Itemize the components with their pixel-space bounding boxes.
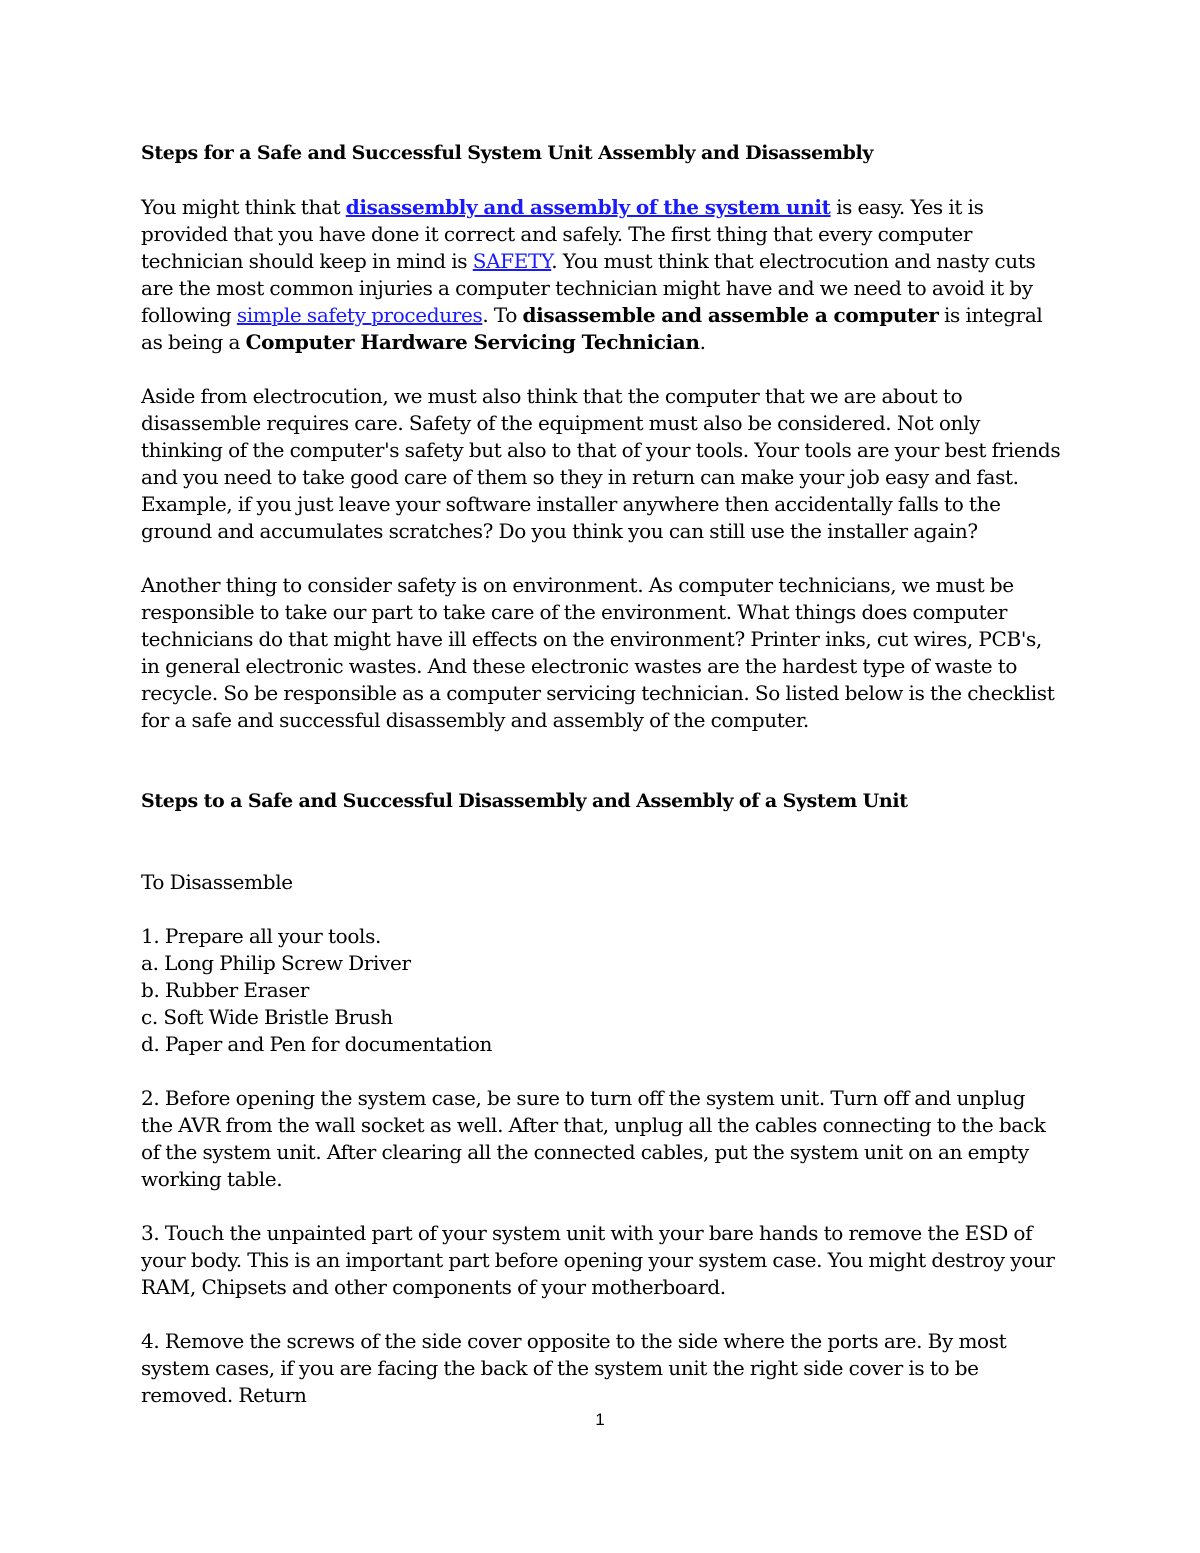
- step-4: 4. Remove the screws of the side cover opposite to the side where the ports are. By most system cases, if you are facing the back of the system unit the right side cover is to be removed. Return: [141, 1329, 1007, 1407]
- page-number: 1: [595, 1410, 605, 1429]
- step-2: 2. Before opening the system case, be sure to turn off the system unit. Turn off and unplug the AVR from the wall socket as well. After that, unplug all the cables connecting to the back of the system unit. After clearing all the connected cables, put the system unit on an empty working table.: [141, 1086, 1046, 1191]
- intro-text-1: You might think that: [141, 195, 346, 219]
- list-item: a. Long Philip Screw Driver: [141, 951, 411, 975]
- list-item: d. Paper and Pen for documentation: [141, 1032, 493, 1056]
- list-item: b. Rubber Eraser: [141, 978, 309, 1002]
- intro-text-3: . You must think that electrocution and nasty cuts are the most common injuries a computer technician might have and we need to avoid it by following: [141, 249, 1036, 327]
- steps-subheading: Steps to a Safe and Successful Disassembly and Assembly of a System Unit: [141, 790, 908, 812]
- step-3: 3. Touch the unpainted part of your system unit with your bare hands to remove the ESD of your body. This is an important part before opening your system case. You might destroy your RAM, Chipsets and other components of your motherboard.: [141, 1221, 1055, 1299]
- intro-paragraph: [141, 194, 1061, 356]
- environment-safety-paragraph: Another thing to consider safety is on environment. As computer technicians, we must be responsible to take our part to take care of the environment. What things does computer technicians do that might have ill effects on the environment? Printer inks, cut wires, PCB's, in general electronic wastes. And these electronic wastes are the hardest type of waste to recycle. So be responsible as a computer servicing technician. So listed below is the checklist for a safe and successful disassembly and assembly of the computer.: [141, 573, 1055, 732]
- safety-link[interactable]: SAFETY: [472, 249, 552, 273]
- to-disassemble-label: To Disassemble: [141, 870, 293, 894]
- simple-safety-procedures-link[interactable]: simple safety procedures: [236, 303, 483, 327]
- step-1-title: 1. Prepare all your tools.: [141, 924, 382, 948]
- disassembly-assembly-link[interactable]: disassembly and assembly of the system unit: [345, 195, 831, 219]
- intro-text-5: is integral as being a: [141, 303, 1043, 354]
- document-page: [141, 140, 1061, 1409]
- intro-text-4: . To: [482, 303, 523, 327]
- intro-text-6: .: [699, 330, 706, 354]
- tool-list: [141, 950, 1061, 1058]
- list-item: c. Soft Wide Bristle Brush: [141, 1005, 393, 1029]
- document-title: Steps for a Safe and Successful System Unit Assembly and Disassembly: [141, 142, 874, 164]
- equipment-safety-paragraph: Aside from electrocution, we must also think that the computer that we are about to disassemble requires care. Safety of the equipment must also be considered. Not only thinking of the computer's safety but also to that of your tools. Your tools are your best friends and you need to take good care of them so they in return can make your job easy and fast. Example, if you just leave your software installer anywhere then accidentally falls to the ground and accumulates scratches? Do you think you can still use the installer again?: [141, 384, 1061, 543]
- step-1: [141, 923, 1061, 1058]
- intro-text-2: is easy. Yes it is provided that you have done it correct and safely. The first thing that every computer technician should keep in mind is: [141, 195, 984, 273]
- intro-bold-1: disassemble and assemble a computer: [522, 303, 939, 327]
- intro-bold-2: Computer Hardware Servicing Technician: [245, 330, 700, 354]
